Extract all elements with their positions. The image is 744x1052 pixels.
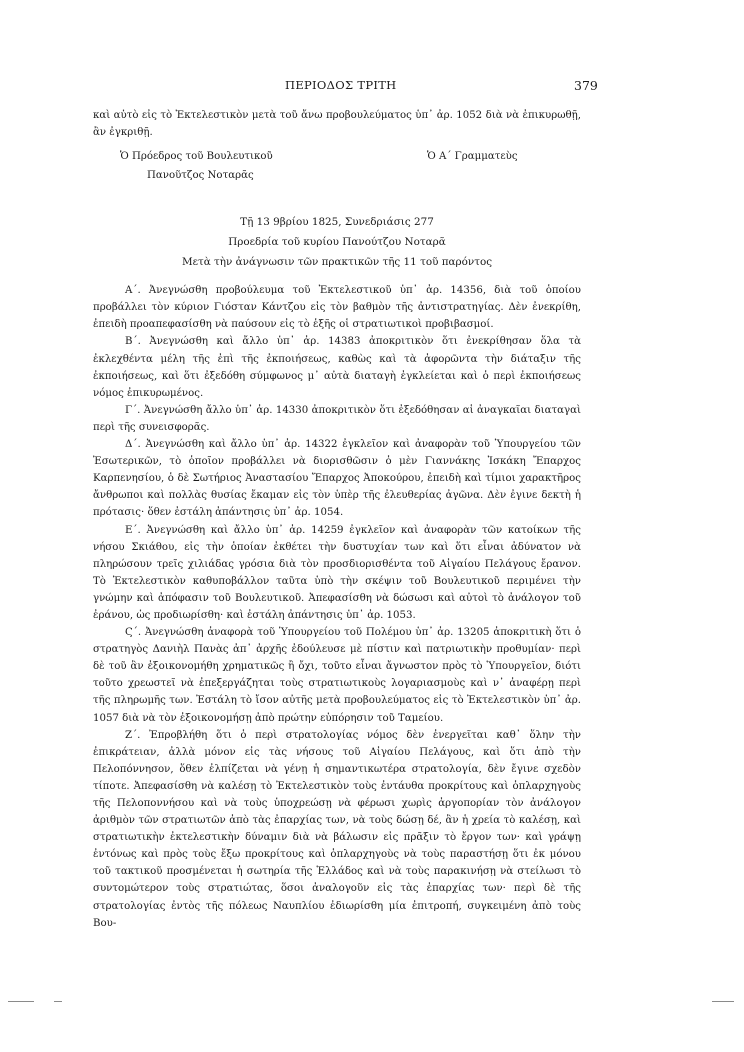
secretary-title: Ὁ Α΄ Γραμματεὺς [427,151,518,163]
minutes-item-b: Β΄. Ἀνεγνώσθη καὶ ἄλλο ὑπ᾽ ἀρ. 14383 ἀποκριτικὸν ὅτι ἐνεκρίθησαν ὅλα τὰ ἐκλεχθέντα μέλη τῆς ἐπὶ τῆς ἐκποιήσεως, καθὼς καὶ τὰ ἀφορῶντα τὴν διάταξιν τῆς ἐκποιήσεως, καὶ ὅτι ἐξεδόθη σύμφωνος μ᾽ αὐτὰ διαταγὴ ἐγκλείεται καὶ ὁ περὶ ἐκποιήσεως νόμος ἐπικυρωμένος. [93,336,581,399]
scan-mark [54,1001,62,1002]
page-number: 379 [574,78,598,93]
continuation-paragraph: καὶ αὐτὸ εἰς τὸ Ἐκτελεστικὸν μετὰ τοῦ ἄνω προβουλεύματος ὑπ᾽ ἀρ. 1052 διὰ νὰ ἐπικυρωθῇ, ἂν ἐγκριθῇ. [93,110,581,139]
minutes-item-d: Δ΄. Ἀνεγνώσθη καὶ ἄλλο ὑπ᾽ ἀρ. 14322 ἐγκλεῖον καὶ ἀναφορὰν τοῦ Ὑπουργείου τῶν Ἐσωτερικῶν, τὸ ὁποῖον προβάλλει νὰ διορισθῶσιν ὁ μὲν Γιαννάκης Ἰσκάκη Ἔπαρχος Καρπενησίου, ὁ δὲ Σωτήριος Ἀναστασίου Ἔπαρχος Ἀποκούρου, ἐπειδὴ καὶ τίμιοι χαρακτῆρος ἄνθρωποι καὶ πολλὰς θυσίας ἔκαμαν εἰς τὸν ὑπὲρ τῆς ἐλευθερίας ἀγῶνα. Δὲν ἐγινε δεκτὴ ἡ πρότασις· ὅθεν ἐστάλη ἀπάντησις ὑπ᾽ ἀρ. 1054. [93,439,581,519]
minutes-item-c: Γ΄. Ἀνεγνώσθη ἄλλο ὑπ᾽ ἀρ. 14330 ἀποκριτικὸν ὅτι ἐξεδόθησαν αἱ ἀναγκαῖαι διαταγαὶ περὶ τῆς συνεισφορᾶς. [93,404,581,433]
running-head: ΠΕΡΙΟΔΟΣ ΤΡΙΤΗ [285,78,397,92]
session-minutes-note: Μετὰ τὴν ἀνάγνωσιν τῶν πρακτικῶν τῆς 11 τοῦ παρόντος [181,256,493,269]
session-date: Τῇ 13 9βρίου 1825, Συνεδριάσις 277 [240,216,434,229]
minutes-item-a: Α΄. Ἀνεγνώσθη προβούλευμα τοῦ Ἐκτελεστικοῦ ὑπ᾽ ἀρ. 14356, διὰ τοῦ ὁποίου προβάλλει τὸν κύριον Γιόσταν Κάντζου εἰς τὸν βαθμὸν τῆς ἀντιστρατηγίας. Δὲν ἐνεκρίθη, ἐπειδὴ προαπεφασίσθη νὰ παύσουν εἰς τὸ ἑξῆς οἱ στρατιωτικοὶ προβιβασμοί. [93,285,581,331]
session-heading [93,212,581,272]
body-text [93,107,581,932]
minutes-item-g: Ζ΄. Ἐπροβλήθη ὅτι ὁ περὶ στρατολογίας νόμος δὲν ἐνεργεῖται καθ᾽ ὅλην τὴν ἐπικράτειαν, ἀλλὰ μόνον εἰς τὰς νήσους τοῦ Αἰγαίου Πελάγους, καὶ ὅτι ἀπὸ τὴν Πελοπόννησον, ὅθεν ἐλπίζεται νὰ γένῃ ἡ σημαντικωτέρα στρατολογία, δὲν ἔγινε σχεδὸν τίποτε. Ἀπεφασίσθη νὰ καλέσῃ τὸ Ἐκτελεστικὸν τοὺς ἐντάυθα προκρίτους καὶ ὁπλαρχηγοὺς τῆς Πελοποννήσου καὶ νὰ τοὺς ὑποχρεώσῃ νὰ φέρωσι χωρὶς ἀργοπορίαν τὸν ἀνάλογον ἀριθμὸν τῶν στρατιωτῶν ἀπὸ τὰς ἐπαρχίας των, νὰ τοὺς δώσῃ δέ, ἂν ἡ χρεία τὸ καλέσῃ, καὶ στρατιωτικὴν ἐκτελεστικὴν δύναμιν διὰ νὰ βάλωσιν εἰς πρᾶξιν τὸ ἔργον των· καὶ γράψῃ ἐντόνως καὶ πρὸς τοὺς ἔξω προκρίτους καὶ ὁπλαρχηγοὺς νὰ τοὺς παραστήσῃ ὅτι ἐκ μόνου τοῦ τακτικοῦ προσμένεται ἡ σωτηρία τῆς Ἑλλάδος καὶ νὰ τοὺς παρακινήσῃ νὰ στείλωσι τὸ συντομώτερον τοὺς στρατιώτας, ὅσοι ἀναλογοῦν εἰς τὰς ἐπαρχίας των· περὶ δὲ τῆς στρατολογίας ἐντὸς τῆς πόλεως Ναυπλίου ἐδιωρίσθη μία ἐπιτροπή, συγκειμένη ἀπὸ τοὺς Βου- [93,729,581,929]
minutes-item-f: Ϛ΄. Ἀνεγνώσθη ἀναφορὰ τοῦ Ὑπουργείου τοῦ Πολέμου ὑπ᾽ ἀρ. 13205 ἀποκριτικὴ ὅτι ὁ στρατηγὸς Δανιὴλ Πανὰς ἀπ᾽ ἀρχῆς ἐδούλευσε μὲ πίστιν καὶ πατριωτικὴν προθυμίαν· περὶ δὲ τοῦ ἂν ἐξοικονομήθη χρηματικῶς ἢ ὄχι, τοῦτο εἶναι ἄγνωστον πρὸς τὸ Ὑπουργεῖον, διότι τοῦτο χρεωστεῖ νὰ ἐπεξεργάζηται τοὺς στρατιωτικοὺς λογαριασμοὺς καὶ ν᾽ ἀναφέρῃ περὶ τῆς πληρωμῆς των. Ἐστάλη τὸ ἴσον αὐτῆς μετὰ προβουλεύματος εἰς τὸ Ἐκτελεστικὸν ὑπ᾽ ἀρ. 1057 διὰ νὰ τὸν ἐξοικονομήσῃ ἀπὸ πρώτην εὐπόρησιν τοῦ Ταμείου. [93,627,581,724]
president-title: Ὁ Πρόεδρος τοῦ Βουλευτικοῦ [120,151,273,163]
minutes-item-e: Ε΄. Ἀνεγνώσθη καὶ ἄλλο ὑπ᾽ ἀρ. 14259 ἐγκλεῖον καὶ ἀναφορὰν τῶν κατοίκων τῆς νήσου Σκιάθου, εἰς τὴν ὁποίαν ἐκθέτει τὴν δυστυχίαν των καὶ ὅτι εἶναι ἀδύνατον νὰ πληρώσουν τρεῖς χιλιάδας γρόσια διὰ τὸν προσδιορισθέντα τοῦ Αἰγαίου Πελάγους ἔρανον. Τὸ Ἐκτελεστικὸν καθυποβάλλον ταῦτα ὑπὸ τὴν σκέψιν τοῦ Βουλευτικοῦ περιμένει τὴν γνώμην καὶ ἀπόφασιν τοῦ Βουλευτικοῦ. Ἀπεφασίσθη νὰ δώσωσι καὶ αὐτοὶ τὸ ἀνάλογον τοῦ ἐράνου, ὡς προδιωρίσθη· καὶ ἐστάλη ἀπάντησις ὑπ᾽ ἀρ. 1053. [93,524,581,621]
scan-mark [8,1001,34,1002]
scan-margin-marks [0,1000,744,1020]
president-name: Πανοῦτζος Νοταρᾶς [147,170,254,182]
minutes-items [93,282,581,932]
signature-block [93,148,581,194]
scan-mark [712,1001,734,1002]
session-presidency: Προεδρία τοῦ κυρίου Πανούτζου Νοταρᾶ [228,236,446,249]
